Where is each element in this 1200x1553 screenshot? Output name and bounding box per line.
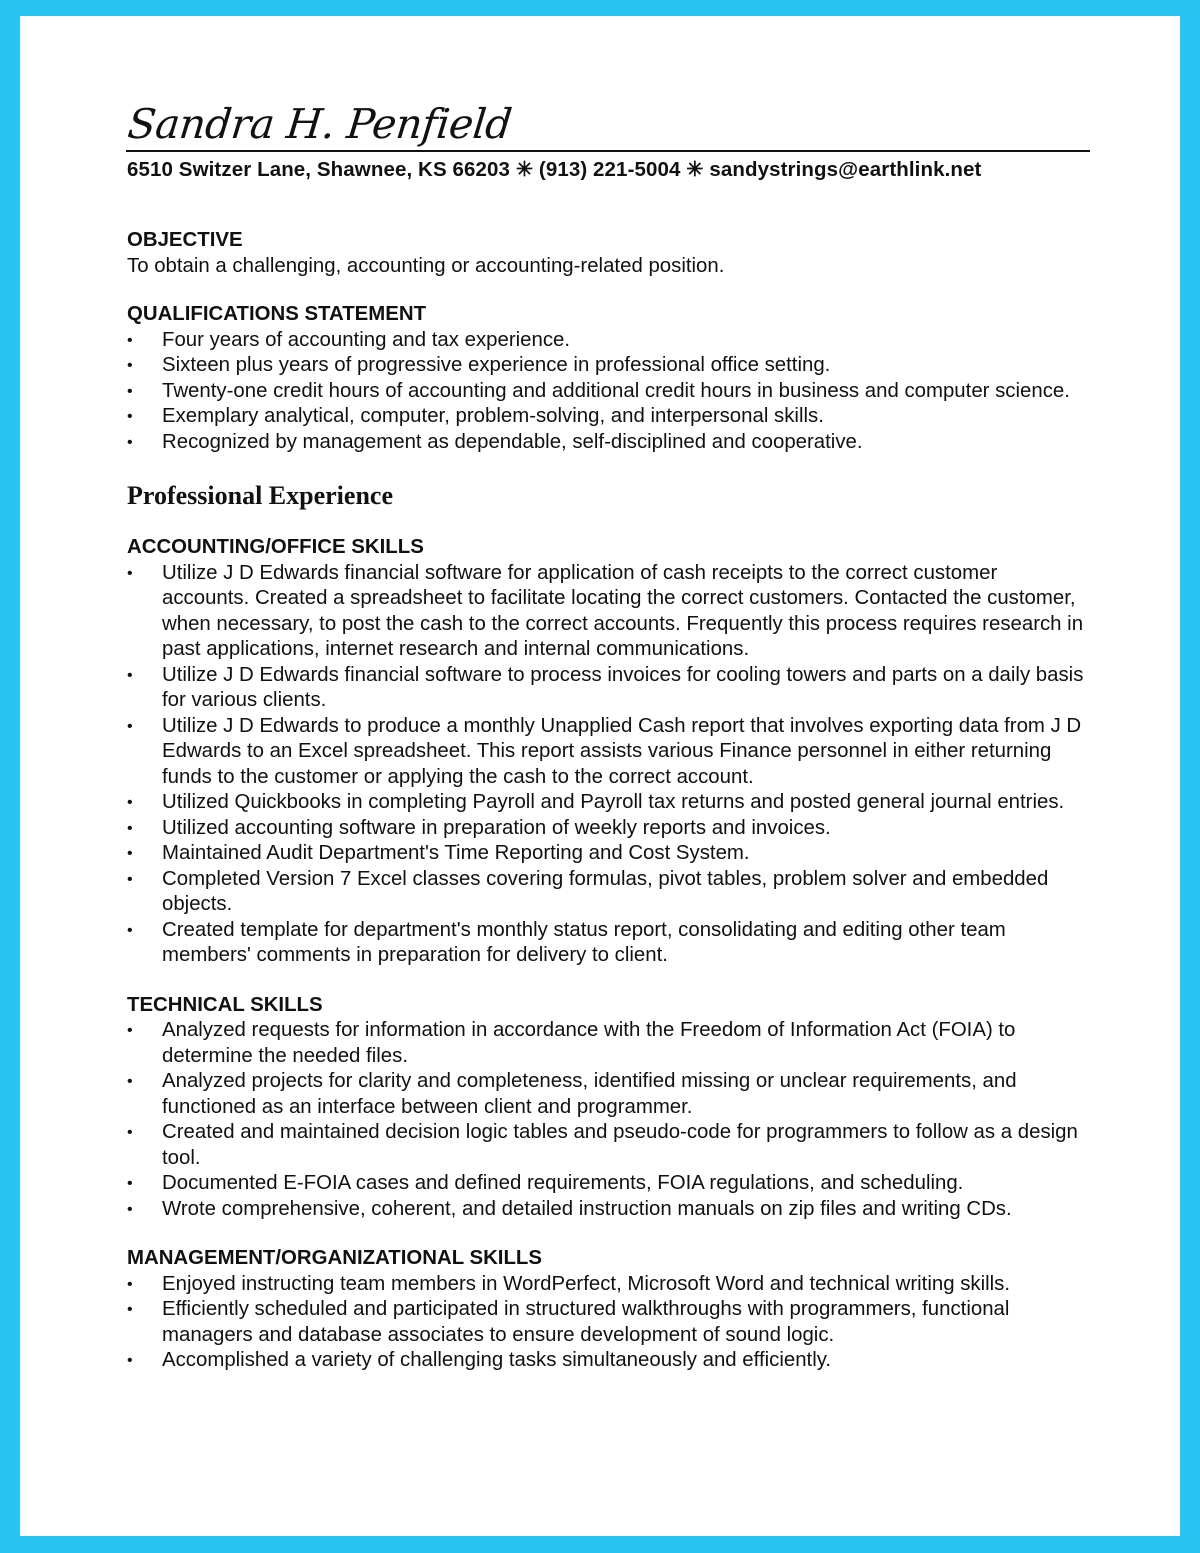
- resume-page: [20, 16, 1180, 1536]
- list-item: [127, 379, 1087, 405]
- list-item: [127, 1297, 1087, 1348]
- list-item-text: Created and maintained decision logic tables and pseudo-code for programmers to follow as a design tool.: [162, 1121, 1078, 1169]
- list-item: [127, 816, 1087, 842]
- list-item-text: Utilized Quickbooks in completing Payroll and Payroll tax returns and posted general journal entries.: [162, 791, 1065, 813]
- qualifications-list: [127, 328, 1087, 456]
- bullet-icon: •: [127, 794, 133, 811]
- list-item: [127, 353, 1087, 379]
- list-item-text: Analyzed requests for information in accordance with the Freedom of Information Act (FOIA) to determine the needed files.: [162, 1019, 1016, 1067]
- resume-body: [127, 228, 1087, 1398]
- technical-heading: TECHNICAL SKILLS: [127, 993, 323, 1016]
- bullet-icon: •: [127, 1124, 133, 1141]
- list-item-text: Completed Version 7 Excel classes covering formulas, pivot tables, problem solver and embedded objects.: [162, 867, 1049, 915]
- list-item: [127, 714, 1087, 791]
- list-item: [127, 790, 1087, 816]
- accounting-section: [127, 535, 1087, 969]
- objective-heading: OBJECTIVE: [127, 229, 243, 251]
- bullet-icon: •: [127, 331, 133, 349]
- list-item: [127, 1069, 1087, 1120]
- list-item-text: Exemplary analytical, computer, problem-solving, and interpersonal skills.: [162, 405, 824, 427]
- list-item-text: Utilize J D Edwards to produce a monthly Unapplied Cash report that involves exporting data from J D Edwards to an Excel spreadsheet. This report assists various Finance personnel in either returning funds to the customer or applying the cash to the correct account.: [162, 714, 1082, 788]
- list-item-text: Wrote comprehensive, coherent, and detailed instruction manuals on zip files and writing CDs.: [162, 1197, 1012, 1220]
- list-item-text: Maintained Audit Department's Time Reporting and Cost System.: [162, 842, 750, 864]
- accounting-heading: ACCOUNTING/OFFICE SKILLS: [127, 536, 424, 558]
- objective-section: [127, 228, 1087, 279]
- list-item: [127, 867, 1087, 918]
- list-item-text: Recognized by management as dependable, self-disciplined and cooperative.: [162, 430, 863, 453]
- list-item: [127, 1018, 1087, 1069]
- list-item: [127, 328, 1087, 354]
- list-item: [127, 404, 1087, 430]
- list-item: [127, 918, 1087, 969]
- list-item: [127, 841, 1087, 867]
- bullet-icon: •: [127, 921, 133, 939]
- qualifications-heading: QUALIFICATIONS STATEMENT: [127, 303, 427, 325]
- bullet-icon: •: [127, 382, 133, 400]
- bullet-icon: •: [127, 1022, 133, 1039]
- technical-section: [127, 993, 1087, 1223]
- bullet-icon: •: [127, 1352, 133, 1369]
- bullet-icon: •: [127, 357, 133, 374]
- list-item-text: Utilized accounting software in preparation of weekly reports and invoices.: [162, 816, 831, 839]
- bullet-icon: •: [127, 819, 133, 837]
- list-item: [127, 430, 1087, 456]
- list-item: [127, 1120, 1087, 1171]
- list-item-text: Sixteen plus years of progressive experience in professional office setting.: [162, 354, 831, 376]
- list-item-text: Analyzed projects for clarity and completeness, identified missing or unclear requirements, and functioned as an interface between client and programmer.: [162, 1070, 1017, 1118]
- management-section: [127, 1246, 1087, 1374]
- bullet-icon: •: [127, 1073, 133, 1090]
- list-item: [127, 1272, 1087, 1298]
- bullet-icon: •: [127, 870, 133, 888]
- experience-heading: Professional Experience: [127, 481, 393, 510]
- bullet-icon: •: [127, 717, 133, 735]
- objective-text: To obtain a challenging, accounting or accounting-related position.: [127, 254, 725, 277]
- list-item: [127, 1348, 1087, 1374]
- list-item: [127, 1171, 1087, 1197]
- candidate-name: Sandra H. Penfield: [125, 100, 514, 148]
- list-item-text: Twenty-one credit hours of accounting and additional credit hours in business and computer science.: [162, 379, 1070, 402]
- header-rule: [126, 150, 1090, 152]
- bullet-icon: •: [127, 845, 133, 862]
- list-item-text: Documented E-FOIA cases and defined requirements, FOIA regulations, and scheduling.: [162, 1172, 964, 1194]
- technical-list: [127, 1018, 1087, 1222]
- list-item-text: Created template for department's monthly status report, consolidating and editing other team members' comments in preparation for delivery to client.: [162, 918, 1006, 966]
- bullet-icon: •: [127, 408, 133, 425]
- list-item-text: Efficiently scheduled and participated in structured walkthroughs with programmers, functional managers and database associates to ensure development of sound logic.: [162, 1298, 1010, 1346]
- list-item-text: Utilize J D Edwards financial software to process invoices for cooling towers and parts on a daily basis for various clients.: [162, 663, 1084, 711]
- bullet-icon: •: [127, 1275, 133, 1293]
- bullet-icon: •: [127, 666, 133, 684]
- accounting-list: [127, 561, 1087, 969]
- list-item-text: Enjoyed instructing team members in WordPerfect, Microsoft Word and technical writing skills.: [162, 1272, 1011, 1295]
- bullet-icon: •: [127, 1301, 133, 1318]
- list-item-text: Four years of accounting and tax experience.: [162, 328, 571, 351]
- list-item-text: Utilize J D Edwards financial software for application of cash receipts to the correct customer accounts. Created a spreadsheet to facilitate locating the correct customers. Contacted the customer, when necessary, to post the cash to the correct accounts. Frequently this process requires research in past applications, internet research and internal communications.: [162, 561, 1084, 660]
- list-item: [127, 561, 1087, 663]
- contact-line: 6510 Switzer Lane, Shawnee, KS 66203 ✳ (913) 221-5004 ✳ sandystrings@earthlink.net: [127, 158, 982, 181]
- bullet-icon: •: [127, 433, 133, 451]
- bullet-icon: •: [127, 1175, 133, 1192]
- management-heading: MANAGEMENT/ORGANIZATIONAL SKILLS: [127, 1247, 542, 1269]
- list-item: [127, 1197, 1087, 1223]
- list-item-text: Accomplished a variety of challenging tasks simultaneously and efficiently.: [162, 1349, 832, 1371]
- qualifications-section: [127, 302, 1087, 455]
- bullet-icon: •: [127, 564, 133, 582]
- management-list: [127, 1272, 1087, 1374]
- list-item: [127, 663, 1087, 714]
- bullet-icon: •: [127, 1200, 133, 1218]
